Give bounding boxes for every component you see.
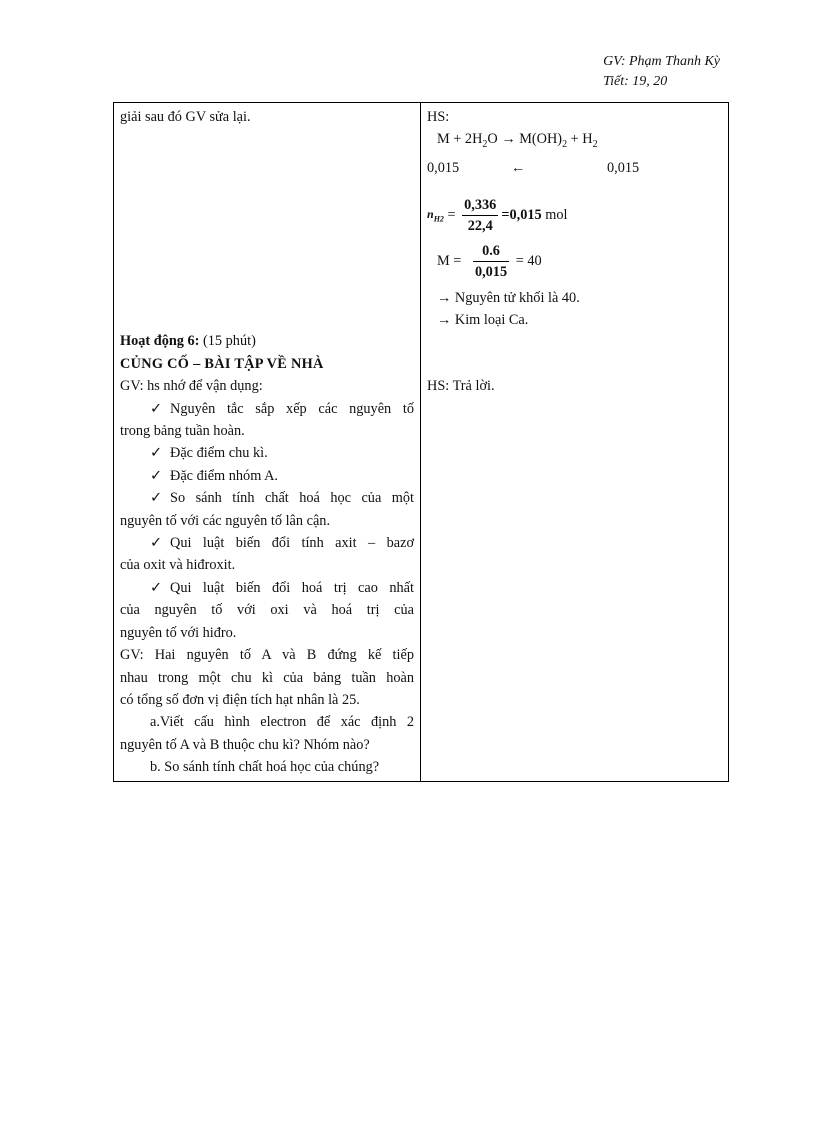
fraction <box>473 241 509 282</box>
problem-line: nhau trong một chu kì của bảng tuần hoàn <box>120 669 414 686</box>
list-item-text-cont: nguyên tố với hiđro. <box>120 624 237 641</box>
arrow-right-icon: → <box>437 289 452 306</box>
mole-right: 0,015 <box>607 159 640 176</box>
text-line: giải sau đó GV sửa lại. <box>120 109 251 125</box>
mole-left: 0,015 <box>427 159 460 176</box>
list-item-text-cont: nguyên tố với các nguyên tố lân cận. <box>120 512 331 529</box>
n-symbol: n <box>427 207 434 222</box>
check-icon: ✓ <box>150 490 162 507</box>
conclusion-text: Nguyên tử khối là 40. <box>454 289 580 306</box>
list-item <box>120 442 414 464</box>
subscript: H2 <box>433 214 444 224</box>
list-item-text: Qui luật biến đổi hoá trị cao nhất <box>170 579 414 596</box>
equals-sign: = <box>447 206 456 223</box>
denominator: 22,4 <box>467 217 493 234</box>
mole-calculation <box>427 195 722 241</box>
conclusion-text: Kim loại Ca. <box>454 312 529 329</box>
list-item-text: Qui luật biến đổi tính axit – bazơ <box>170 535 414 552</box>
arrow-right-icon: → <box>501 131 516 148</box>
page-header <box>603 52 720 92</box>
activity-time: (15 phút) <box>203 333 256 350</box>
check-icon: ✓ <box>150 535 162 552</box>
n-h2-symbol <box>427 207 444 224</box>
check-icon: ✓ <box>150 445 162 462</box>
reaction-lhs: M + 2H <box>437 131 483 148</box>
list-item-text-cont: của nguyên tố với oxi và hoá trị của <box>120 602 414 619</box>
question-a-cont: nguyên tố A và B thuộc chu kì? Nhóm nào? <box>120 736 370 753</box>
molar-mass-lhs: M = <box>437 252 462 269</box>
student-activity-cell <box>421 103 729 782</box>
hs-label: HS: <box>427 109 450 125</box>
list-item <box>120 532 414 554</box>
gv-intro: GV: hs nhớ để vận dụng: <box>120 378 263 395</box>
molar-mass-calculation <box>427 241 722 287</box>
list-item-text: So sánh tính chất hoá học của một <box>170 490 414 507</box>
list-item-text: Đặc điểm chu kì. <box>170 445 268 462</box>
list-item-text: Đặc điểm nhóm A. <box>170 467 279 484</box>
arrow-right-icon: → <box>437 312 452 329</box>
section-title: CỦNG CỐ – BÀI TẬP VỀ NHÀ <box>120 355 324 372</box>
list-item-text-cont: của oxit và hiđroxit. <box>120 557 236 574</box>
denominator: 0,015 <box>474 263 508 280</box>
reaction-o: O <box>487 131 498 148</box>
reaction-equation <box>437 128 722 156</box>
table-row <box>114 103 729 782</box>
question-a: a.Viết cấu hình electron để xác định 2 <box>150 714 414 731</box>
problem-line: có tổng số đơn vị điện tích hạt nhân là 25. <box>120 691 360 708</box>
reaction-plus: + H <box>567 131 593 148</box>
unit: mol <box>545 206 568 223</box>
conclusion-line <box>427 287 722 309</box>
list-item-text: Nguyên tắc sắp xếp các nguyên tố <box>170 400 414 417</box>
question-b: b. So sánh tính chất hoá học của chúng? <box>150 759 380 776</box>
spacer <box>120 128 414 330</box>
subscript: 2 <box>562 139 568 151</box>
arrow-left-icon: ← <box>511 159 526 176</box>
check-icon: ✓ <box>150 579 162 596</box>
lesson-periods: Tiết: 19, 20 <box>603 74 668 89</box>
teacher-activity-cell <box>114 103 421 782</box>
subscript: 2 <box>482 139 488 151</box>
list-item <box>120 465 414 487</box>
activity-label: Hoạt động 6: <box>120 333 200 350</box>
activity-heading <box>120 330 414 352</box>
mole-line <box>427 157 722 179</box>
problem-line: GV: Hai nguyên tố A và B đứng kế tiếp <box>120 647 414 664</box>
reaction-product: M(OH) <box>519 131 563 148</box>
subscript: 2 <box>592 139 598 151</box>
list-item-text-cont: trong bảng tuần hoàn. <box>120 423 245 440</box>
list-item <box>120 487 414 509</box>
teacher-name: GV: Phạm Thanh Kỳ <box>603 54 720 69</box>
result-value: = 40 <box>515 252 542 269</box>
hs-answer: HS: Trả lời. <box>427 378 495 395</box>
fraction <box>462 195 498 236</box>
check-icon: ✓ <box>150 467 162 484</box>
result-value: =0,015 <box>501 206 542 223</box>
list-item <box>120 398 414 420</box>
spacer <box>427 331 722 375</box>
spacer <box>427 179 722 195</box>
numerator: 0,336 <box>462 195 498 216</box>
list-item <box>120 577 414 599</box>
lesson-table <box>113 102 729 782</box>
numerator: 0.6 <box>473 241 509 262</box>
check-icon: ✓ <box>150 400 162 417</box>
conclusion-line <box>427 309 722 331</box>
